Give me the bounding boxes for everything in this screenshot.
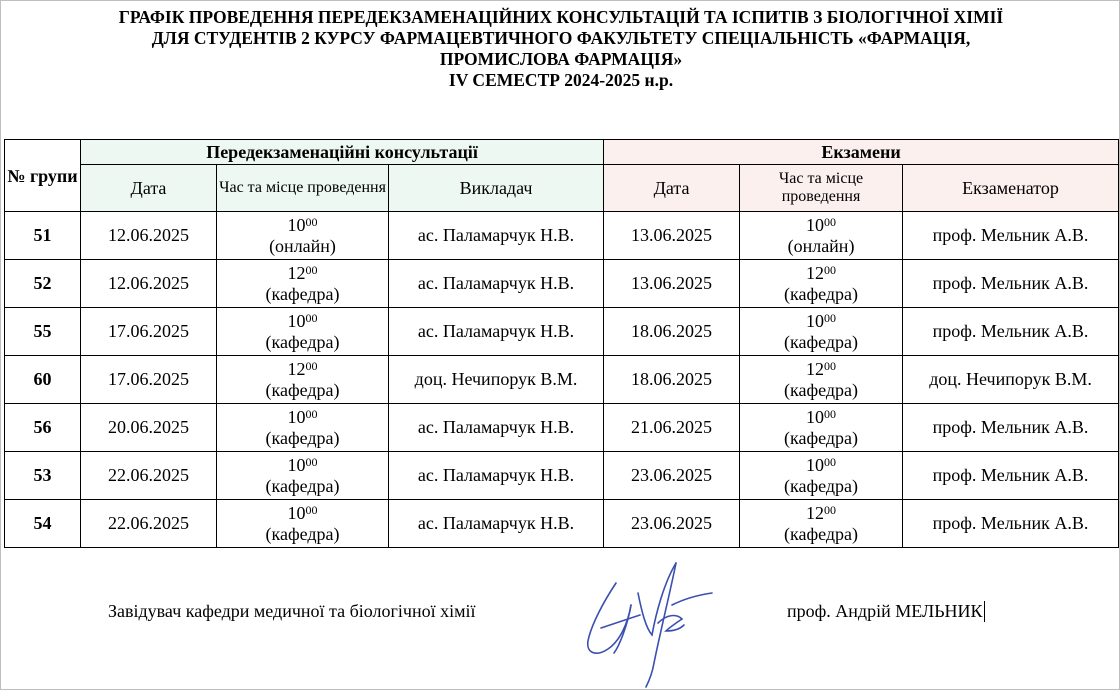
teacher: доц. Нечипорук В.М. bbox=[389, 356, 604, 404]
exam-minutes: 00 bbox=[824, 214, 837, 229]
table-row bbox=[5, 500, 1119, 548]
consult-date: 20.06.2025 bbox=[81, 404, 217, 452]
consult-hour: 12 bbox=[287, 358, 306, 379]
table-row bbox=[5, 212, 1119, 260]
exam-minutes: 00 bbox=[824, 406, 837, 421]
exam-place: (кафедра) bbox=[784, 523, 859, 544]
teacher: ас. Паламарчук Н.В. bbox=[389, 452, 604, 500]
consult-time-place bbox=[217, 260, 389, 308]
examiner: доц. Нечипорук В.М. bbox=[903, 356, 1119, 404]
consult-place: (кафедра) bbox=[265, 283, 340, 304]
exams-section-header: Екзамени bbox=[604, 140, 1119, 165]
exam-place: (онлайн) bbox=[787, 235, 855, 256]
table-row bbox=[5, 404, 1119, 452]
group-number: 51 bbox=[5, 212, 81, 260]
consult-hour: 10 bbox=[287, 454, 306, 475]
teacher: ас. Паламарчук Н.В. bbox=[389, 404, 604, 452]
consult-time-place bbox=[217, 308, 389, 356]
consult-minutes: 00 bbox=[305, 262, 318, 277]
consult-date: 22.06.2025 bbox=[81, 452, 217, 500]
teacher: ас. Паламарчук Н.В. bbox=[389, 500, 604, 548]
exam-place: (кафедра) bbox=[784, 379, 859, 400]
consult-place: (кафедра) bbox=[265, 427, 340, 448]
exam-date: 21.06.2025 bbox=[604, 404, 740, 452]
teacher: ас. Паламарчук Н.В. bbox=[389, 260, 604, 308]
group-number: 55 bbox=[5, 308, 81, 356]
teacher: ас. Паламарчук Н.В. bbox=[389, 212, 604, 260]
table-row bbox=[5, 452, 1119, 500]
consult-minutes: 00 bbox=[305, 502, 318, 517]
consult-minutes: 00 bbox=[305, 358, 318, 373]
exam-minutes: 00 bbox=[824, 358, 837, 373]
table-row bbox=[5, 308, 1119, 356]
document-title bbox=[1, 7, 1120, 91]
table-row bbox=[5, 260, 1119, 308]
exam-hour: 12 bbox=[806, 358, 825, 379]
group-number: 52 bbox=[5, 260, 81, 308]
exam-time-place bbox=[740, 452, 903, 500]
consult-hour: 10 bbox=[287, 214, 306, 235]
consult-minutes: 00 bbox=[305, 406, 318, 421]
exam-minutes: 00 bbox=[824, 262, 837, 277]
examiner: проф. Мельник А.В. bbox=[903, 404, 1119, 452]
signature-stroke-7 bbox=[672, 593, 712, 605]
exam-hour: 10 bbox=[806, 406, 825, 427]
teacher: ас. Паламарчук Н.В. bbox=[389, 308, 604, 356]
exam-hour: 10 bbox=[806, 310, 825, 331]
consult-date: 17.06.2025 bbox=[81, 308, 217, 356]
exam-time-place bbox=[740, 356, 903, 404]
consult-hour: 12 bbox=[287, 262, 306, 283]
consult-time-place bbox=[217, 212, 389, 260]
exam-date: 23.06.2025 bbox=[604, 500, 740, 548]
group-number: 54 bbox=[5, 500, 81, 548]
exam-hour: 12 bbox=[806, 262, 825, 283]
consult-date-header: Дата bbox=[81, 165, 217, 212]
signature-image bbox=[576, 553, 716, 688]
consult-date: 22.06.2025 bbox=[81, 500, 217, 548]
consult-place: (кафедра) bbox=[265, 475, 340, 496]
consultations-section-header: Передекзаменаційні консультації bbox=[81, 140, 604, 165]
exam-time-place bbox=[740, 260, 903, 308]
exam-date: 18.06.2025 bbox=[604, 308, 740, 356]
title-line-1: ГРАФІК ПРОВЕДЕННЯ ПЕРЕДЕКЗАМЕНАЦІЙНИХ КОНСУЛЬТАЦІЙ ТА ІСПИТІВ З БІОЛОГІЧНОЇ ХІМІЇ bbox=[118, 7, 1004, 27]
signature-stroke-2 bbox=[614, 605, 631, 653]
examiner: проф. Мельник А.В. bbox=[903, 260, 1119, 308]
signature-stroke-5 bbox=[646, 563, 676, 687]
consult-time-place bbox=[217, 356, 389, 404]
exam-hour: 10 bbox=[806, 454, 825, 475]
consult-hour: 10 bbox=[287, 310, 306, 331]
title-line-4: IV СЕМЕСТР 2024-2025 н.р. bbox=[448, 70, 674, 90]
group-number: 53 bbox=[5, 452, 81, 500]
group-number-header: № групи bbox=[5, 140, 81, 212]
exam-time-place bbox=[740, 212, 903, 260]
consult-hour: 10 bbox=[287, 406, 306, 427]
exam-time-place bbox=[740, 404, 903, 452]
exam-time-place bbox=[740, 500, 903, 548]
exam-date: 18.06.2025 bbox=[604, 356, 740, 404]
consult-time-place bbox=[217, 500, 389, 548]
exam-place: (кафедра) bbox=[784, 427, 859, 448]
exam-time-place-header: Час та місце проведення bbox=[740, 165, 903, 212]
teacher-header: Викладач bbox=[389, 165, 604, 212]
consult-time-place bbox=[217, 404, 389, 452]
signature-stroke-4 bbox=[638, 563, 676, 635]
head-of-department-label: Завідувач кафедри медичної та біологічної хімії bbox=[108, 601, 476, 621]
exam-minutes: 00 bbox=[824, 454, 837, 469]
exam-date: 13.06.2025 bbox=[604, 212, 740, 260]
consult-date: 12.06.2025 bbox=[81, 260, 217, 308]
title-line-2: ДЛЯ СТУДЕНТІВ 2 КУРСУ ФАРМАЦЕВТИЧНОГО ФАКУЛЬТЕТУ СПЕЦІАЛЬНІСТЬ «ФАРМАЦІЯ, bbox=[151, 28, 971, 48]
exam-place: (кафедра) bbox=[784, 475, 859, 496]
examiner: проф. Мельник А.В. bbox=[903, 452, 1119, 500]
consult-time-place-header: Час та місце проведення bbox=[217, 165, 389, 212]
schedule-table bbox=[4, 139, 1119, 548]
consult-place: (кафедра) bbox=[265, 379, 340, 400]
exam-time-place bbox=[740, 308, 903, 356]
group-number: 60 bbox=[5, 356, 81, 404]
examiner-header: Екзаменатор bbox=[903, 165, 1119, 212]
exam-date: 23.06.2025 bbox=[604, 452, 740, 500]
consult-hour: 10 bbox=[287, 502, 306, 523]
consult-place: (кафедра) bbox=[265, 331, 340, 352]
consult-place: (онлайн) bbox=[269, 235, 336, 256]
consult-time-place bbox=[217, 452, 389, 500]
exam-minutes: 00 bbox=[824, 310, 837, 325]
exam-place: (кафедра) bbox=[784, 331, 859, 352]
signer-name: проф. Андрій МЕЛЬНИК bbox=[787, 601, 983, 621]
title-line-3: ПРОМИСЛОВА ФАРМАЦІЯ» bbox=[439, 49, 683, 69]
exam-hour: 12 bbox=[806, 502, 825, 523]
examiner: проф. Мельник А.В. bbox=[903, 308, 1119, 356]
exam-date: 13.06.2025 bbox=[604, 260, 740, 308]
table-row bbox=[5, 356, 1119, 404]
consult-date: 12.06.2025 bbox=[81, 212, 217, 260]
consult-date: 17.06.2025 bbox=[81, 356, 217, 404]
signature-stroke-1 bbox=[588, 583, 631, 653]
consult-minutes: 00 bbox=[305, 454, 318, 469]
signature-stroke-3 bbox=[601, 615, 640, 628]
consult-minutes: 00 bbox=[305, 214, 318, 229]
examiner: проф. Мельник А.В. bbox=[903, 500, 1119, 548]
examiner: проф. Мельник А.В. bbox=[903, 212, 1119, 260]
exam-place: (кафедра) bbox=[784, 283, 859, 304]
consult-minutes: 00 bbox=[305, 310, 318, 325]
group-number: 56 bbox=[5, 404, 81, 452]
exam-hour: 10 bbox=[806, 214, 825, 235]
exam-minutes: 00 bbox=[824, 502, 837, 517]
exam-date-header: Дата bbox=[604, 165, 740, 212]
consult-place: (кафедра) bbox=[265, 523, 340, 544]
